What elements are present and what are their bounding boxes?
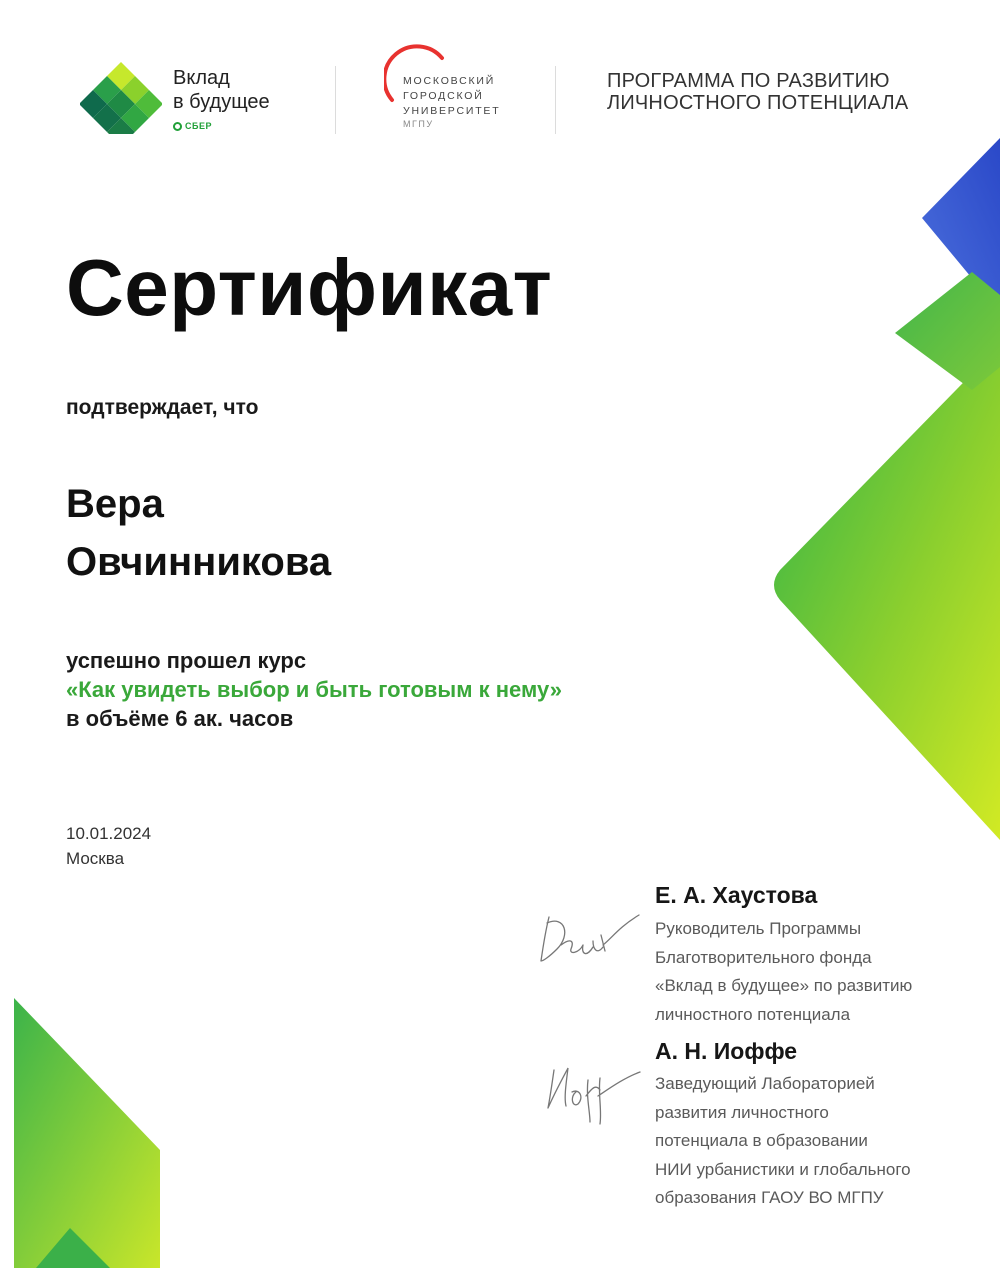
signer-2-name: А. Н. Иоффе bbox=[655, 1038, 798, 1064]
university-logo bbox=[403, 74, 500, 129]
completed-text: успешно прошел курс bbox=[66, 648, 307, 673]
sber-icon bbox=[173, 122, 182, 131]
signer-1-role-line: личностного потенциала bbox=[655, 1004, 851, 1024]
recipient-name bbox=[66, 475, 331, 591]
signature-1-image bbox=[535, 905, 645, 970]
signer-1-role-line: Руководитель Программы bbox=[655, 919, 862, 938]
signer-1-name: Е. А. Хаустова bbox=[655, 882, 818, 908]
first-name: Вера bbox=[66, 482, 164, 526]
issue-city: Москва bbox=[66, 849, 125, 868]
signer-2-role-line: образования ГАОУ ВО МГПУ bbox=[655, 1188, 884, 1207]
university-line-3: УНИВЕРСИТЕТ bbox=[403, 105, 501, 117]
logo-title bbox=[173, 66, 270, 114]
bottom-left-triangle-shape bbox=[14, 998, 160, 1268]
last-name: Овчинникова bbox=[66, 540, 332, 584]
program-title bbox=[607, 70, 908, 114]
sber-label: СБЕР bbox=[185, 121, 212, 131]
issue-date: 10.01.2024 bbox=[66, 824, 152, 843]
header-divider-2 bbox=[555, 66, 556, 134]
signer-2-role-line: НИИ урбанистики и глобального bbox=[655, 1159, 911, 1179]
university-line-4: МГПУ bbox=[403, 119, 434, 129]
sber-brand bbox=[173, 121, 212, 131]
signer-2-role bbox=[655, 1070, 911, 1213]
vklad-logo-icon bbox=[80, 62, 162, 134]
signer-1-role-line: Благотворительного фонда bbox=[655, 947, 872, 967]
university-line-1: МОСКОВСКИЙ bbox=[403, 75, 496, 87]
signer-2-role-line: развития личностного bbox=[655, 1102, 829, 1122]
program-line-1: ПРОГРАММА ПО РАЗВИТИЮ bbox=[607, 70, 890, 92]
big-green-diamond-shape bbox=[774, 345, 1000, 840]
signer-1-role bbox=[655, 915, 912, 1029]
signer-1-role-line: «Вклад в будущее» по развитию bbox=[655, 976, 913, 995]
signature-2-image bbox=[540, 1058, 650, 1130]
confirm-text: подтверждает, что bbox=[66, 396, 259, 419]
signer-2-role-line: потенциала в образовании bbox=[655, 1131, 868, 1150]
logo-line-1: Вклад bbox=[173, 67, 230, 89]
program-line-2: ЛИЧНОСТНОГО ПОТЕНЦИАЛА bbox=[607, 92, 909, 114]
logo-line-2: в будущее bbox=[173, 91, 270, 113]
university-line-2: ГОРОДСКОЙ bbox=[403, 90, 484, 102]
header-divider-1 bbox=[335, 66, 336, 134]
date-place bbox=[66, 821, 151, 871]
course-name: «Как увидеть выбор и быть готовым к нему» bbox=[66, 677, 562, 702]
signer-2-role-line: Заведующий Лабораторией bbox=[655, 1074, 875, 1093]
certificate-title: Сертификат bbox=[66, 243, 553, 332]
green-diamond-shape bbox=[895, 272, 1000, 390]
course-block bbox=[66, 646, 562, 733]
course-volume: в объёме 6 ак. часов bbox=[66, 706, 294, 731]
